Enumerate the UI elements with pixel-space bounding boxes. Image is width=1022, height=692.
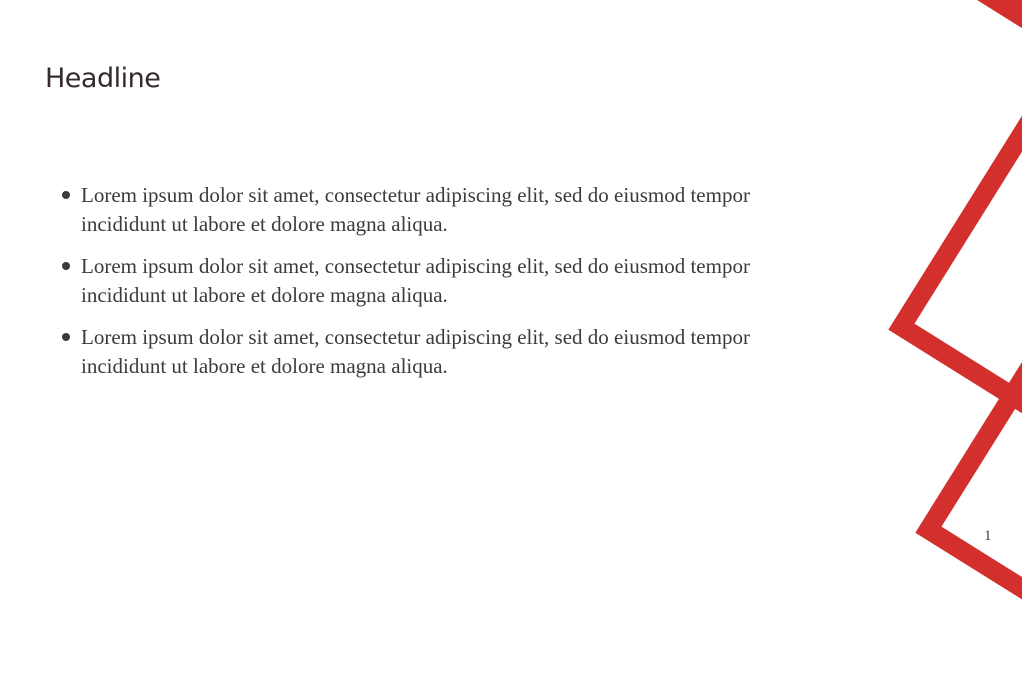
bullet-text: Lorem ipsum dolor sit amet, consectetur adipiscing elit, sed do eiusmod tempor incididunt ut labore et dolore magna aliqua. <box>81 183 750 236</box>
list-item <box>62 181 840 239</box>
bullet-text: Lorem ipsum dolor sit amet, consectetur adipiscing elit, sed do eiusmod tempor incididunt ut labore et dolore magna aliqua. <box>81 254 750 307</box>
bullet-dot-icon <box>62 191 70 199</box>
bullet-text: Lorem ipsum dolor sit amet, consectetur adipiscing elit, sed do eiusmod tempor incididunt ut labore et dolore magna aliqua. <box>81 325 750 378</box>
red-diamond-decoration-top <box>970 0 1022 80</box>
bullet-list <box>62 181 840 394</box>
bullet-dot-icon <box>62 262 70 270</box>
page-number: 1 <box>984 528 992 544</box>
bullet-dot-icon <box>62 333 70 341</box>
list-item <box>62 252 840 310</box>
page-title: Headline <box>45 63 161 94</box>
list-item <box>62 323 840 381</box>
